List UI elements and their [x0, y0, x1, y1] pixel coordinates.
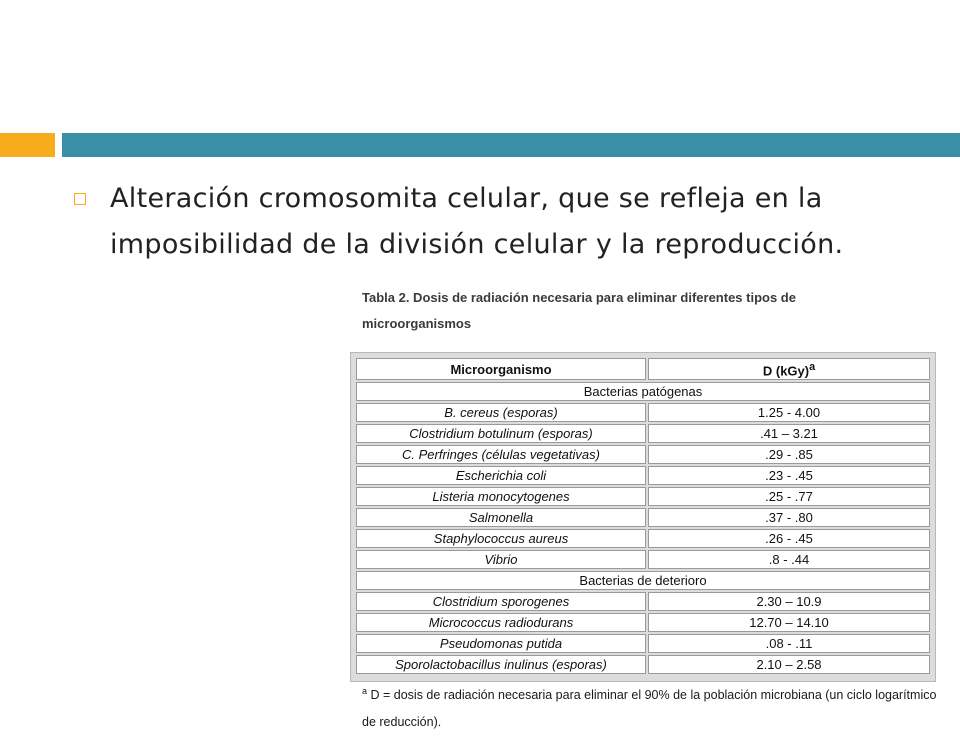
- table-footnote: [362, 678, 942, 736]
- dose-cell: .37 - .80: [648, 508, 930, 527]
- table-row: [356, 592, 930, 611]
- dose-table: [354, 356, 932, 676]
- organism-cell: C. Perfringes (células vegetativas): [356, 445, 646, 464]
- organism-cell: Micrococcus radiodurans: [356, 613, 646, 632]
- header-accent-teal: [62, 133, 960, 157]
- organism-cell: Clostridium botulinum (esporas): [356, 424, 646, 443]
- table-row: [356, 655, 930, 674]
- table-row: [356, 403, 930, 422]
- organism-cell: B. cereus (esporas): [356, 403, 646, 422]
- table-body: [356, 382, 930, 674]
- footnote-sup: a: [362, 686, 368, 696]
- header-dose: [648, 358, 930, 380]
- dose-cell: .26 - .45: [648, 529, 930, 548]
- table-row: [356, 508, 930, 527]
- dose-cell: 1.25 - 4.00: [648, 403, 930, 422]
- header-organism: Microorganismo: [356, 358, 646, 380]
- table-row: [356, 529, 930, 548]
- group-header-row: [356, 382, 930, 401]
- table-row: [356, 466, 930, 485]
- dose-cell: .29 - .85: [648, 445, 930, 464]
- organism-cell: Sporolactobacillus inulinus (esporas): [356, 655, 646, 674]
- group-title: Bacterias de deterioro: [356, 571, 930, 590]
- dose-cell: 12.70 – 14.10: [648, 613, 930, 632]
- dose-cell: .08 - .11: [648, 634, 930, 653]
- table-caption: Tabla 2. Dosis de radiación necesaria para eliminar diferentes tipos de microorganismos: [362, 290, 796, 331]
- dose-cell: .8 - .44: [648, 550, 930, 569]
- dose-cell: 2.10 – 2.58: [648, 655, 930, 674]
- dose-cell: .41 – 3.21: [648, 424, 930, 443]
- bullet-text: Alteración cromosomita celular, que se refleja en la imposibilidad de la división celular y la reproducción.: [110, 183, 844, 260]
- group-title: Bacterias patógenas: [356, 382, 930, 401]
- organism-cell: Listeria monocytogenes: [356, 487, 646, 506]
- header-accent-orange: [0, 133, 55, 157]
- footnote-text: D = dosis de radiación necesaria para eliminar el 90% de la población microbiana (un ciclo logarítmico de reducción).: [362, 688, 937, 730]
- header-dose-sup: a: [809, 361, 816, 373]
- organism-cell: Clostridium sporogenes: [356, 592, 646, 611]
- dose-cell: 2.30 – 10.9: [648, 592, 930, 611]
- dose-cell: .23 - .45: [648, 466, 930, 485]
- organism-cell: Vibrio: [356, 550, 646, 569]
- organism-cell: Staphylococcus aureus: [356, 529, 646, 548]
- organism-cell: Salmonella: [356, 508, 646, 527]
- table-row: [356, 550, 930, 569]
- table-header-row: [356, 358, 930, 380]
- table-row: [356, 634, 930, 653]
- dose-table-frame: [350, 352, 936, 682]
- dose-cell: .25 - .77: [648, 487, 930, 506]
- table-row: [356, 613, 930, 632]
- bullet-square-icon: [74, 193, 86, 205]
- table-row: [356, 445, 930, 464]
- group-header-row: [356, 571, 930, 590]
- organism-cell: Pseudomonas putida: [356, 634, 646, 653]
- organism-cell: Escherichia coli: [356, 466, 646, 485]
- table-row: [356, 424, 930, 443]
- table-row: [356, 487, 930, 506]
- header-dose-label: D (kGy): [762, 363, 810, 379]
